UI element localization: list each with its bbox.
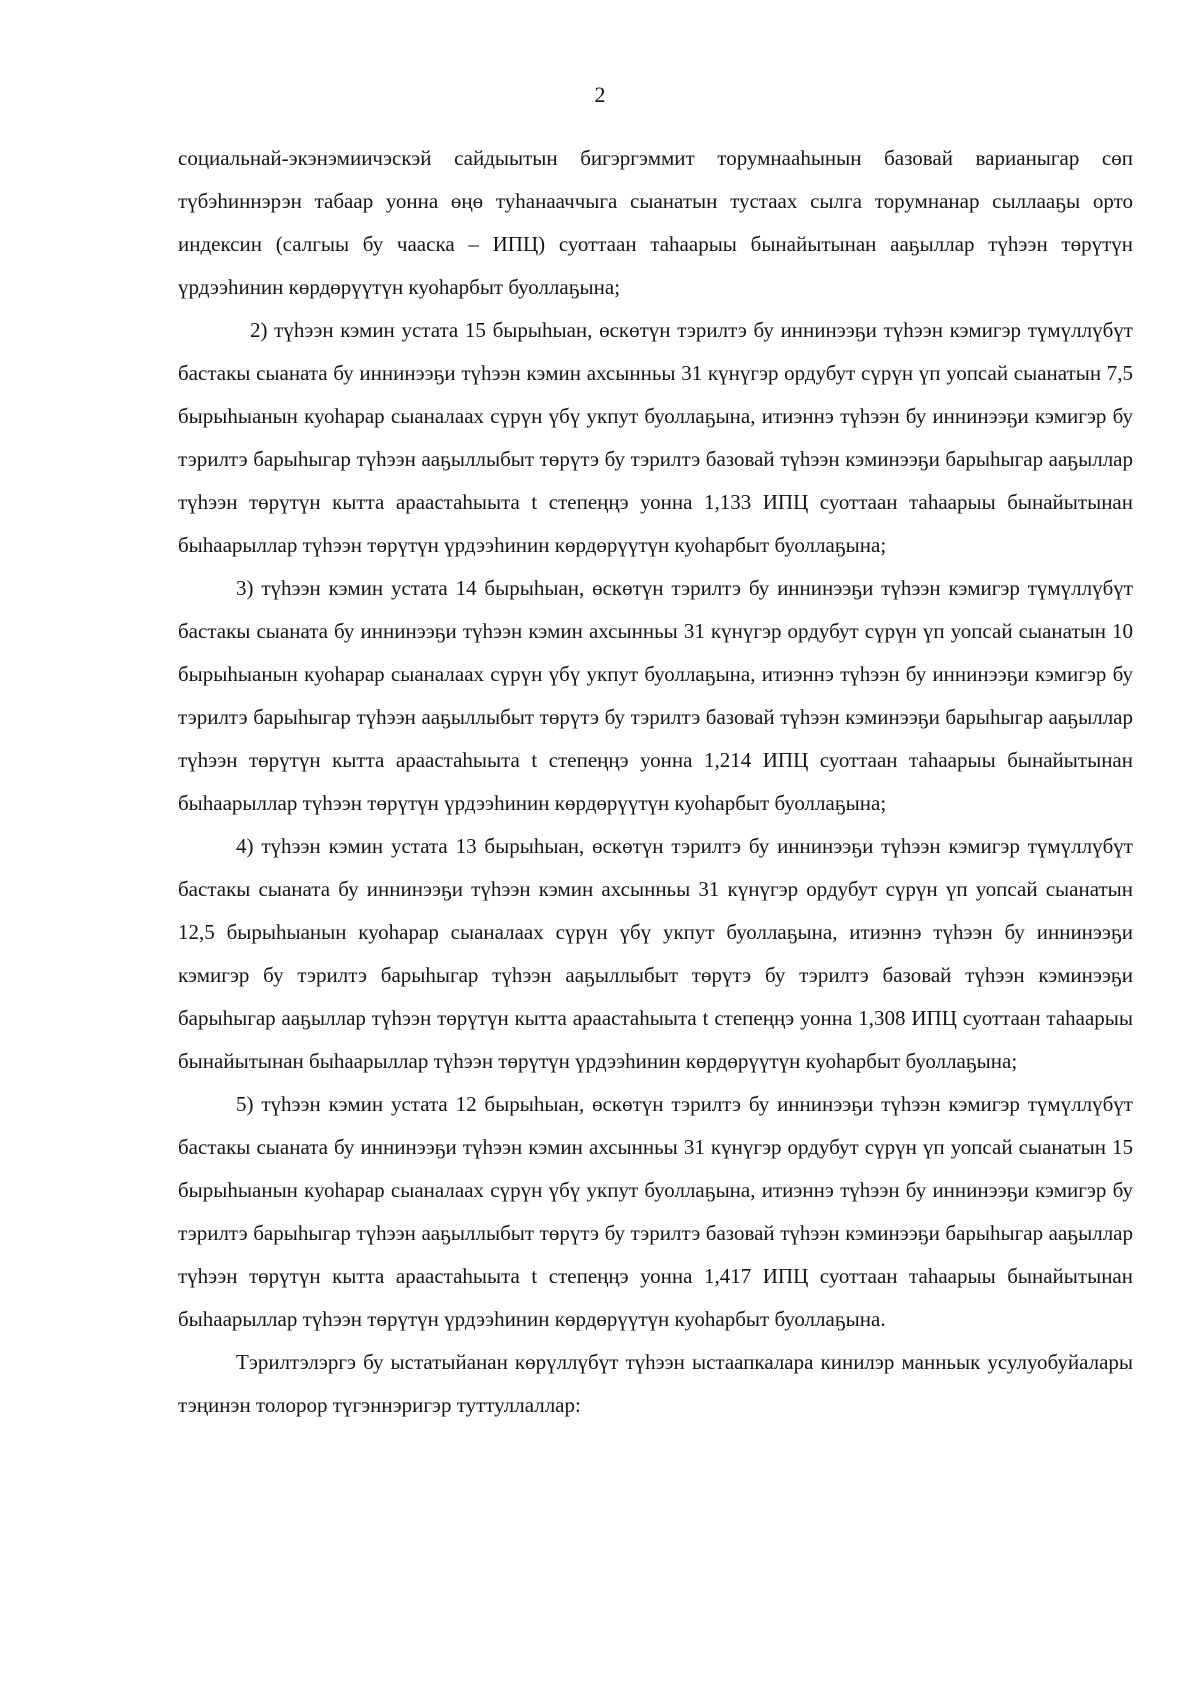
document-body xyxy=(178,137,1133,1427)
list-item-4: 4) түһээн кэмин устата 13 бырыһыан, өскөтүн тэрилтэ бу иннинээҕи түһээн кэмигэр түмүллүбүт бастакы сыаната бу иннинээҕи түһээн кэмин ахсынньы 31 күнүгэр ордубут сүрүн үп уопсай сыанатын 12,5 бырыһыанын куоһарар сыаналаах сүрүн үбү укпут буоллаҕына, итиэннэ түһээн бу иннинээҕи кэмигэр бу тэрилтэ барыһыгар түһээн ааҕыллыбыт төрүтэ бу тэрилтэ базовай түһээн кэминээҕи барыһыгар ааҕыллар түһээн төрүтүн кытта араастаһыыта t степеңңэ уонна 1,308 ИПЦ суоттаан таһаарыы бынайытынан быһаарыллар түһээн төрүтүн үрдээһинин көрдөрүүтүн куоһарбыт буоллаҕына; xyxy=(178,834,1133,1073)
list-item-3: 3) түһээн кэмин устата 14 бырыһыан, өскөтүн тэрилтэ бу иннинээҕи түһээн кэмигэр түмүллүбүт бастакы сыаната бу иннинээҕи түһээн кэмин ахсынньы 31 күнүгэр ордубут сүрүн үп уопсай сыанатын 10 бырыһыанын куоһарар сыаналаах сүрүн үбү укпут буоллаҕына, итиэннэ түһээн бу иннинээҕи кэмигэр бу тэрилтэ барыһыгар түһээн ааҕыллыбыт төрүтэ бу тэрилтэ базовай түһээн кэминээҕи барыһыгар ааҕыллар түһээн төрүтүн кытта араастаһыыта t степеңңэ уонна 1,214 ИПЦ суоттаан таһаарыы бынайытынан быһаарыллар түһээн төрүтүн үрдээһинин көрдөрүүтүн куоһарбыт буоллаҕына; xyxy=(178,576,1133,815)
page-number: 2 xyxy=(594,82,606,107)
paragraph-continuation: социальнай-экэнэмиичэскэй сайдыытын бигэргэммит торумнааһынын базовай варианыгар сөп түбэһиннэрэн табаар уонна өңө туһанааччыга сыанатын тустаах сылга торумнанар сыллааҕы орто индексин (салгыы бу чааска – ИПЦ) суоттаан таһаарыы бынайытынан ааҕыллар түһээн төрүтүн үрдээһинин көрдөрүүтүн куоһарбыт буоллаҕына; xyxy=(178,146,1133,299)
list-item-5: 5) түһээн кэмин устата 12 бырыһыан, өскөтүн тэрилтэ бу иннинээҕи түһээн кэмигэр түмүллүбүт бастакы сыаната бу иннинээҕи түһээн кэмин ахсынньы 31 күнүгэр ордубут сүрүн үп уопсай сыанатын 15 бырыһыанын куоһарар сыаналаах сүрүн үбү укпут буоллаҕына, итиэннэ түһээн бу иннинээҕи кэмигэр бу тэрилтэ барыһыгар түһээн ааҕыллыбыт төрүтэ бу тэрилтэ базовай түһээн кэминээҕи барыһыгар ааҕыллар түһээн төрүтүн кытта араастаһыыта t степеңңэ уонна 1,417 ИПЦ суоттаан таһаарыы бынайытынан быһаарыллар түһээн төрүтүн үрдээһинин көрдөрүүтүн куоһарбыт буоллаҕына. xyxy=(178,1092,1133,1331)
closing-paragraph: Тэрилтэлэргэ бу ыстатыйанан көрүллүбүт түһээн ыстаапкалара кинилэр манньык усулуобуйалары тэңинэн толорор түгэннэригэр туттуллаллар: xyxy=(178,1350,1133,1417)
list-item-2: 2) түһээн кэмин устата 15 бырыһыан, өскөтүн тэрилтэ бу иннинээҕи түһээн кэмигэр түмүллүбүт бастакы сыаната бу иннинээҕи түһээн кэмин ахсынньы 31 күнүгэр ордубут сүрүн үп уопсай сыанатын 7,5 бырыһыанын куоһарар сыаналаах сүрүн үбү укпут буоллаҕына, итиэннэ түһээн бу иннинээҕи кэмигэр бу тэрилтэ барыһыгар түһээн ааҕыллыбыт төрүтэ бу тэрилтэ базовай түһээн кэминээҕи барыһыгар ааҕыллар түһээн төрүтүн кытта араастаһыыта t степеңңэ уонна 1,133 ИПЦ суоттаан таһаарыы бынайытынан быһаарыллар түһээн төрүтүн үрдээһинин көрдөрүүтүн куоһарбыт буоллаҕына; xyxy=(178,318,1133,557)
